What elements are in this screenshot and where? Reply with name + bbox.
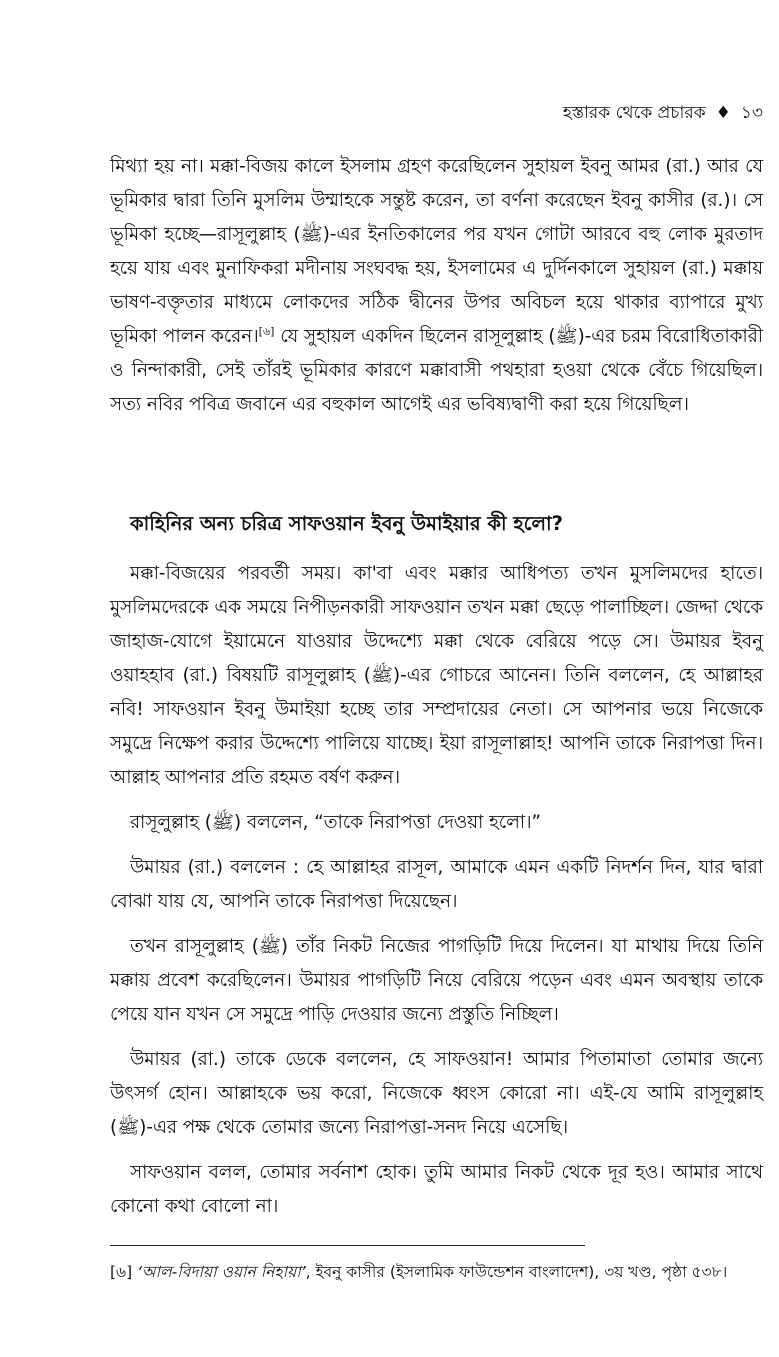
paragraph: উমায়র (রা.) বললেন : হে আল্লাহর রাসূল, আমাকে এমন একটি নিদর্শন দিন, যার দ্বারা বোঝা যায় যে, আপনি তাকে নিরাপত্তা দিয়েছেন। bbox=[110, 857, 763, 912]
footnote bbox=[110, 1260, 770, 1284]
paragraph: মক্কা-বিজয়ের পরবর্তী সময়। কা'বা এবং মক্কার আধিপত্য তখন মুসলিমদের হাতে। মুসলিমদেরকে এক সময়ে নিপীড়নকারী সাফওয়ান তখন মক্কা ছেড়ে পালাচ্ছিল। জেদ্দা থেকে জাহাজ-যোগে ইয়ামেনে যাওয়ার উদ্দেশ্যে মক্কা থেকে বেরিয়ে পড়ে সে। উমায়র ইবনু ওয়াহহাব (রা.) বিষয়টি রাসূলুল্লাহ (ﷺ)-এর গোচরে আনেন। তিনি বললেন, হে আল্লাহর নবি! সাফওয়ান ইবনু উমাইয়া হচ্ছে তার সম্প্রদায়ের নেতা। সে আপনার ভয়ে নিজেকে সমুদ্রে নিক্ষেপ করার উদ্দেশ্যে পালিয়ে যাচ্ছে। ইয়া রাসূলাল্লাহ! আপনি তাকে নিরাপত্তা দিন। আল্লাহ আপনার প্রতি রহমত বর্ষণ করুন। bbox=[110, 563, 763, 788]
paragraph: উমায়র (রা.) তাকে ডেকে বললেন, হে সাফওয়ান! আমার পিতামাতা তোমার জন্যে উৎসর্গ হোন। আল্লাহকে ভয় করো, নিজেকে ধ্বংস কোরো না। এই-যে আমি রাসূলুল্লাহ (ﷺ)-এর পক্ষ থেকে তোমার জন্যে নিরাপত্তা-সনদ নিয়ে এসেছি। bbox=[110, 1049, 763, 1138]
running-header bbox=[563, 100, 763, 128]
footnote-marker: [৬] bbox=[110, 1263, 133, 1281]
section-heading: কাহিনির অন্য চরিত্র সাফওয়ান ইবনু উমাইয়ার কী হলো? bbox=[130, 512, 563, 535]
footnote-divider bbox=[110, 1245, 585, 1246]
footnote-reference[interactable]: [৬] bbox=[258, 324, 275, 338]
footnote-book-title: ‘আল-বিদায়া ওয়ান নিহায়া’ bbox=[137, 1263, 306, 1281]
paragraph: তখন রাসূলুল্লাহ (ﷺ) তাঁর নিকট নিজের পাগড়িটি দিয়ে দিলেন। যা মাথায় দিয়ে তিনি মক্কায় প্রবেশ করেছিলেন। উমায়র পাগড়িটি নিয়ে বেরিয়ে পড়েন এবং এমন অবস্থায় তাকে পেয়ে যান যখন সে সমুদ্রে পাড়ি দেওয়ার জন্যে প্রস্তুতি নিচ্ছিল। bbox=[110, 936, 763, 1025]
header-separator: ♦ bbox=[715, 103, 731, 123]
paragraph bbox=[110, 150, 763, 422]
page-number: ১৩ bbox=[740, 103, 763, 123]
footnote-text: , ইবনু কাসীর (ইসলামিক ফাউন্ডেশন বাংলাদেশ), ৩য় খণ্ড, পৃষ্ঠা ৫৩৮। bbox=[305, 1263, 728, 1281]
section-2 bbox=[110, 557, 763, 1224]
section-1 bbox=[110, 150, 763, 422]
running-title: হস্তারক থেকে প্রচারক bbox=[562, 103, 706, 123]
paragraph: রাসূলুল্লাহ (ﷺ) বললেন, “তাকে নিরাপত্তা দেওয়া হলো।” bbox=[130, 812, 542, 833]
paragraph-text: মিথ্যা হয় না। মক্কা-বিজয় কালে ইসলাম গ্রহণ করেছিলেন সুহায়ল ইবনু আমর (রা.) আর যে ভূমিকার দ্বারা তিনি মুসলিম উম্মাহকে সন্তুষ্ট করেন, তা বর্ণনা করেছেন ইবনু কাসীর (র.)। সে ভূমিকা হচ্ছে—রাসূলুল্লাহ (ﷺ)-এর ইনতিকালের পর যখন গোটা আরবে বহু লোক মুরতাদ হয়ে যায় এবং মুনাফিকরা মদীনায় সংঘবদ্ধ হয়, ইসলামের এ দুর্দিনকালে সুহায়ল (রা.) মক্কায় ভাষণ-বক্তৃতার মাধ্যমে লোকদের সঠিক দ্বীনের উপর অবিচল হয়ে থাকার ব্যাপারে মুখ্য ভূমিকা পালন করেন। bbox=[110, 156, 764, 347]
paragraph-text-continued: যে সুহায়ল একদিন ছিলেন রাসূলুল্লাহ (ﷺ)-এর চরম বিরোধিতাকারী ও নিন্দাকারী, সেই তাঁরই ভূমিকার কারণে মক্কাবাসী পথহারা হওয়া থেকে বেঁচে গিয়েছিল। সত্য নবির পবিত্র জবানে এর বহুকাল আগেই এর ভবিষ্যদ্বাণী করা হয়ে গিয়েছিল। bbox=[110, 326, 763, 415]
paragraph: সাফওয়ান বলল, তোমার সর্বনাশ হোক। তুমি আমার নিকট থেকে দূর হও। আমার সাথে কোনো কথা বোলো না। bbox=[110, 1162, 763, 1217]
